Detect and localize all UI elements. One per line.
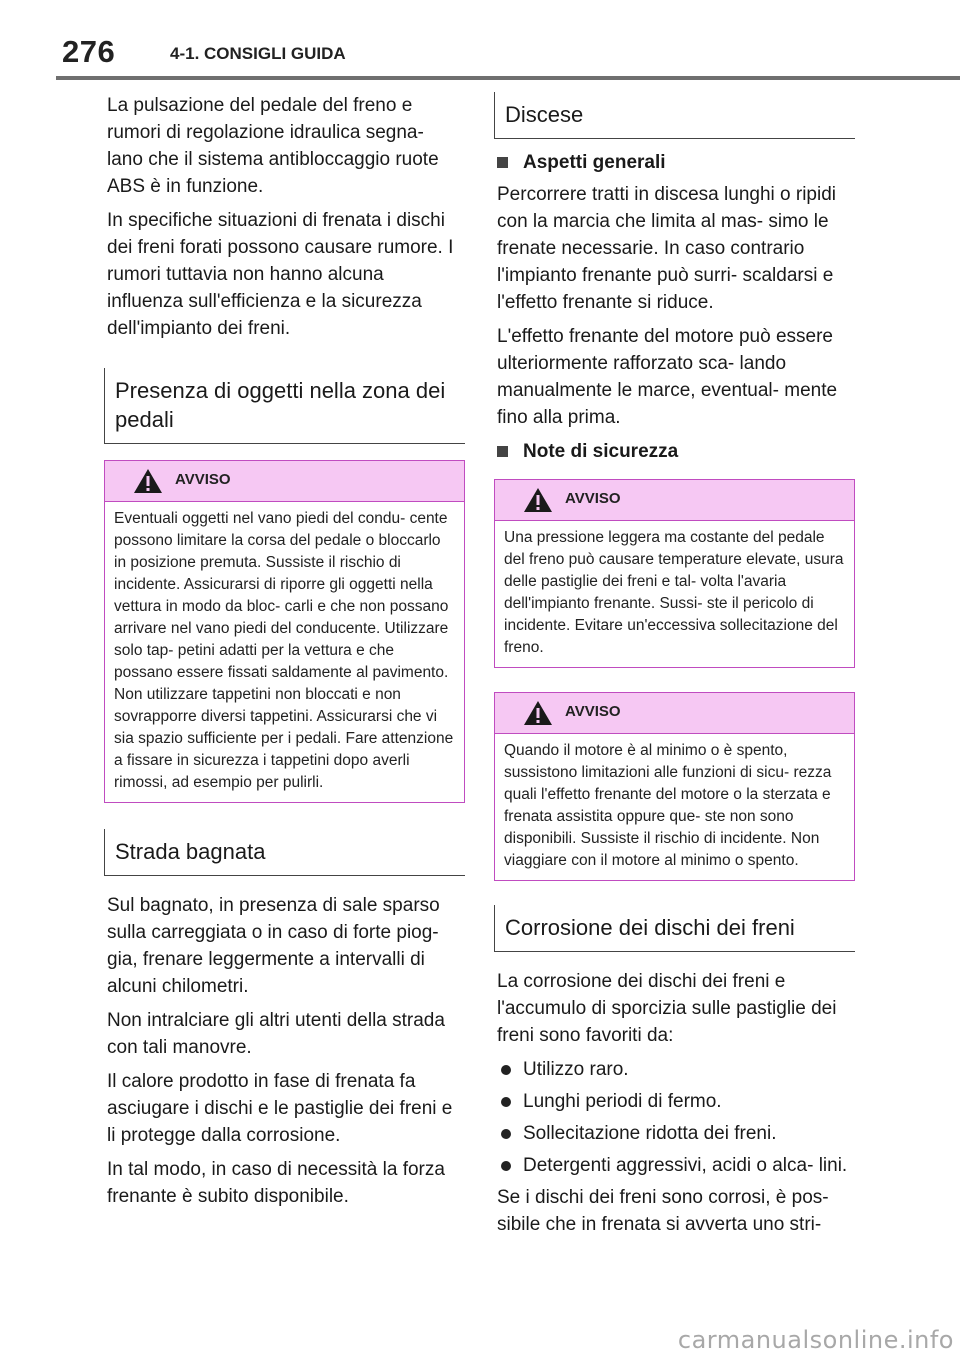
heading-text: Presenza di oggetti nella zona dei pedali	[115, 378, 446, 432]
warning-text: Quando il motore è al minimo o è spento, sussistono limitazioni alle funzioni di sicu- rezza quali l'effetto frenante del motore o la sterzata e frenata assistita oppure que- ste non sono disponibili. Sussiste il rischio di incidente. Non viaggiare con il motore al minimo o spento.	[504, 742, 832, 869]
warning-header	[105, 461, 464, 502]
warning-triangle-icon	[523, 700, 553, 726]
warning-triangle-icon	[133, 468, 163, 494]
page-header	[0, 0, 960, 80]
list-item-text: Detergenti aggressivi, acidi o alca- lini.	[523, 1155, 848, 1176]
list-item-text: Sollecitazione ridotta dei freni.	[523, 1123, 777, 1144]
warning-triangle-icon	[523, 487, 553, 513]
section-title: 4-1. CONSIGLI GUIDA	[170, 44, 346, 63]
subheading-text: Aspetti generali	[523, 152, 666, 173]
heading-corrosione	[494, 905, 855, 952]
list-item	[497, 1120, 855, 1147]
warning-text: Una pressione leggera ma costante del pedale del freno può causare temperature elevate, usura delle pastiglie dei freni e tal- volta l'avaria dell'impianto frenante. Sussi- ste il pericolo di incidente. Evitare un'eccessiva sollecitazione del freno.	[504, 529, 844, 656]
subheading-text: Note di sicurezza	[523, 441, 679, 462]
right-column	[497, 92, 855, 1245]
paragraph: La pulsazione del pedale del freno e rumori di regolazione idraulica segna- lano che il sistema antibloccaggio ruote ABS è in funzione.	[107, 95, 439, 197]
bullet-dot-icon	[501, 1065, 511, 1075]
warning-box	[494, 479, 855, 668]
paragraph: Non intralciare gli altri utenti della strada con tali manovre.	[107, 1010, 445, 1058]
heading-text: Discese	[505, 102, 584, 127]
warning-label: AVVISO	[175, 471, 231, 488]
page-number: 276	[62, 34, 116, 69]
heading-strada	[104, 829, 465, 876]
list-item-text: Utilizzo raro.	[523, 1059, 629, 1080]
list-item-text: Lunghi periodi di fermo.	[523, 1091, 722, 1112]
square-bullet-icon	[497, 157, 508, 168]
list-item	[497, 1056, 855, 1083]
paragraph: Se i dischi dei freni sono corrosi, è pos- sibile che in frenata si avverta uno stri-	[497, 1187, 829, 1235]
watermark: carmanualsonline.info	[677, 1326, 954, 1354]
bullet-dot-icon	[501, 1097, 511, 1107]
paragraph: La corrosione dei dischi dei freni e l'accumulo di sporcizia sulle pastiglie dei freni sono favoriti da:	[497, 971, 837, 1046]
warning-label: AVVISO	[565, 703, 621, 720]
warning-label: AVVISO	[565, 490, 621, 507]
heading-text: Strada bagnata	[115, 839, 266, 864]
bullet-dot-icon	[501, 1161, 511, 1171]
left-column	[107, 92, 465, 1217]
paragraph: In specifiche situazioni di frenata i dischi dei freni forati possono causare rumore. I rumori tuttavia non hanno alcuna influenza sull'efficienza e la sicurezza dell'impianto dei freni.	[107, 210, 454, 339]
header-rule	[56, 76, 960, 80]
paragraph: In tal modo, in caso di necessità la forza frenante è subito disponibile.	[107, 1159, 445, 1207]
square-bullet-icon	[497, 446, 508, 457]
list-item	[497, 1088, 855, 1115]
heading-text: Corrosione dei dischi dei freni	[505, 915, 795, 940]
paragraph: Sul bagnato, in presenza di sale sparso sulla carreggiata o in caso di forte piog- gia, frenare leggermente a intervalli di alcuni chilometri.	[107, 895, 440, 997]
subheading-note	[497, 438, 855, 465]
paragraph: Il calore prodotto in fase di frenata fa asciugare i dischi e le pastiglie dei freni e li protegge dalla corrosione.	[107, 1071, 453, 1146]
warning-box	[494, 692, 855, 881]
subheading-aspetti	[497, 149, 855, 176]
warning-header	[495, 480, 854, 521]
warning-header	[495, 693, 854, 734]
warning-box	[104, 460, 465, 803]
list-item	[497, 1152, 855, 1179]
paragraph: Percorrere tratti in discesa lunghi o ripidi con la marcia che limita al mas- simo le frenate necessarie. In caso contrario l'impianto frenante può surri- scaldarsi e l'effetto frenante si riduce.	[497, 184, 836, 313]
heading-discese	[494, 92, 855, 139]
bullet-dot-icon	[501, 1129, 511, 1139]
heading-pedali	[104, 368, 465, 444]
warning-text: Eventuali oggetti nel vano piedi del condu- cente possono limitare la corsa del pedale o bloccarlo in posizione premuta. Sussiste il rischio di incidente. Assicurarsi di riporre gli oggetti nella vettura in modo da bloc- carli e che non possano arrivare nel vano piedi del conducente. Utilizzare solo tap- petini adatti per la vettura e che possano essere fissati saldamente al pavimento. Non utilizzare tappetini non bloccati e non sovrapporre diversi tappetini. Assicurarsi che vi sia spazio sufficiente per i pedali. Fare attenzione a fissare in sicurezza i tappetini dopo averli rimossi, ad esempio per pulirli.	[114, 510, 454, 791]
paragraph: L'effetto frenante del motore può essere ulteriormente rafforzato sca- lando manualmente le marce, eventual- mente fino alla prima.	[497, 326, 838, 428]
